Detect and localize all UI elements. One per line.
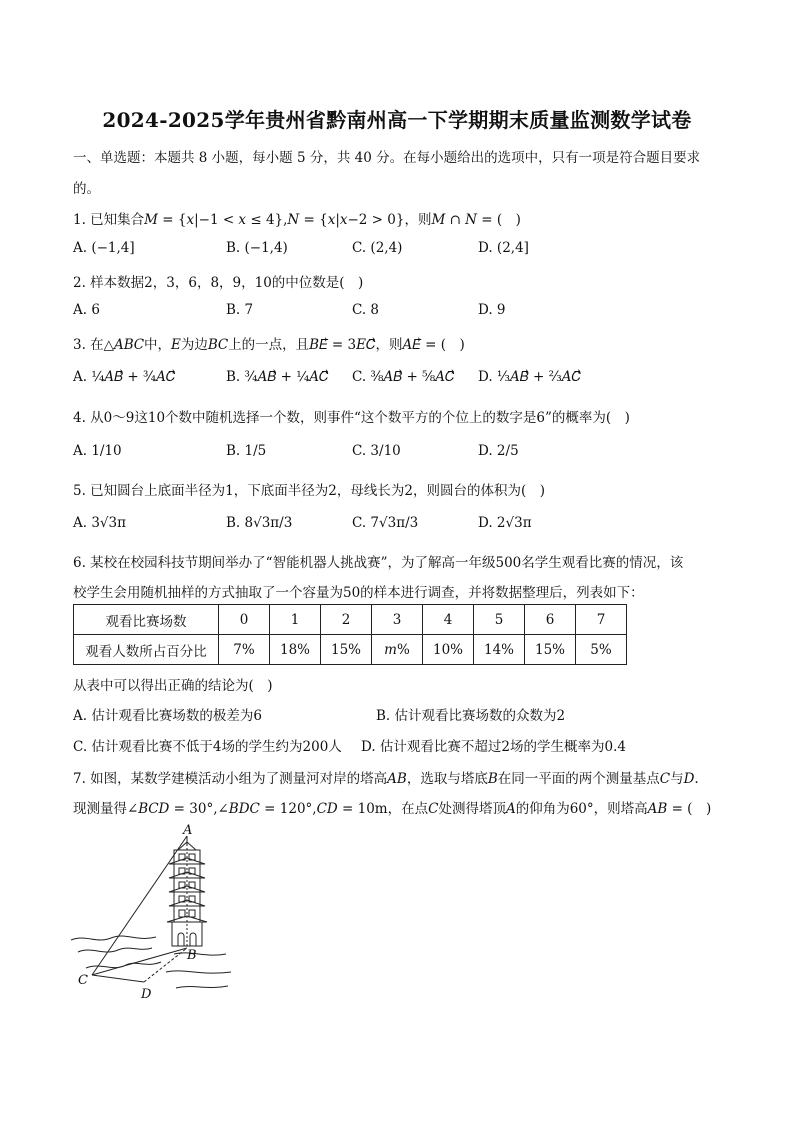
table-cell: 7% (219, 635, 270, 665)
table-row-header: 观看人数所占百分比 (74, 635, 219, 665)
question-7-stem-line2: 现测量得∠𝐵𝐶𝐷 = 30°,∠𝐵𝐷𝐶 = 120°,𝐶𝐷 = 10m，在点𝐶处测得塔顶𝐴的仰角为60°，则塔高𝐴𝐵 = ( ) (73, 801, 712, 817)
question-6-option-d: D. 估计观看比赛不超过2场的学生概率为0.4 (361, 739, 626, 755)
label-a: A (183, 823, 193, 838)
table-row (74, 605, 627, 635)
question-1-option-b: B. (−1,4) (226, 240, 288, 256)
question-2-option-c: C. 8 (352, 302, 380, 318)
table-cell: 3 (372, 605, 423, 635)
question-3-option-c: C. ⅜𝐴𝐵⃗ + ⅝𝐴𝐶⃗ (352, 369, 455, 385)
question-6-stem-line1: 6. 某校在校园科技节期间举办了“智能机器人挑战赛”，为了解高一年级500名学生观看比赛的情况，该 (73, 555, 684, 571)
question-2-option-d: D. 9 (478, 302, 506, 318)
question-5-option-d: D. 2√3π (478, 515, 532, 531)
question-7-stem-line1: 7. 如图，某数学建模活动小组为了测量河对岸的塔高𝐴𝐵，选取与塔底𝐵在同一平面的两个测量基点𝐶与𝐷. (73, 771, 699, 787)
table-cell: 4 (423, 605, 474, 635)
table-cell: 15% (321, 635, 372, 665)
table-cell: 0 (219, 605, 270, 635)
table-cell: 18% (270, 635, 321, 665)
table-cell: 5 (474, 605, 525, 635)
table-cell: 15% (525, 635, 576, 665)
river-line-icon (78, 948, 152, 952)
section-header-line2: 的。 (73, 181, 100, 197)
label-d: D (141, 987, 152, 1002)
question-6-option-b: B. 估计观看比赛场数的众数为2 (376, 708, 566, 724)
table-cell: 14% (474, 635, 525, 665)
question-6-stem-line2: 校学生会用随机抽样的方式抽取了一个容量为50的样本进行调查，并将数据整理后，列表如下： (73, 585, 644, 601)
question-1-stem: 1. 已知集合𝑀 = {𝑥|−1 < 𝑥 ≤ 4},𝑁 = {𝑥|𝑥−2 > 0}，则𝑀 ∩ 𝑁 = ( ) (73, 212, 521, 228)
river-line-icon (174, 953, 226, 955)
base-line-cd (92, 975, 144, 982)
table-cell: 5% (576, 635, 627, 665)
question-5-option-c: C. 7√3π/3 (352, 515, 419, 531)
river-line-icon (176, 986, 228, 988)
question-4-stem: 4. 从0～9这10个数中随机选择一个数，则事件“这个数平方的个位上的数字是6”的概率为( ) (73, 410, 630, 426)
question-4-option-d: D. 2/5 (478, 443, 519, 459)
question-4-option-b: B. 1/5 (226, 443, 267, 459)
question-3-option-b: B. ¾𝐴𝐵⃗ + ¼𝐴𝐶⃗ (226, 369, 329, 385)
pagoda-figure (66, 822, 236, 1002)
section-header-line1: 一、单选题：本题共 8 小题，每小题 5 分，共 40 分。在每小题给出的选项中，只有一项是符合题目要求 (73, 150, 701, 166)
river-line-icon (71, 936, 156, 940)
question-6-option-a: A. 估计观看比赛场数的极差为6 (73, 708, 262, 724)
base-line-db (144, 948, 187, 982)
question-1-option-a: A. (−1,4] (73, 240, 135, 256)
table-row-header: 观看比赛场数 (74, 605, 219, 635)
stats-table (73, 604, 627, 665)
question-6-prompt: 从表中可以得出正确的结论为( ) (73, 678, 273, 694)
question-5-option-b: B. 8√3π/3 (226, 515, 293, 531)
question-6-option-c: C. 估计观看比赛不低于4场的学生约为200人 (73, 739, 342, 755)
question-3-option-d: D. ⅓𝐴𝐵⃗ + ⅔𝐴𝐶⃗ (478, 369, 582, 385)
table-cell: 10% (423, 635, 474, 665)
question-2-stem: 2. 样本数据2，3，6，8，9，10的中位数是( ) (73, 275, 364, 291)
table-cell: 7 (576, 605, 627, 635)
question-1-option-d: D. (2,4] (478, 240, 529, 256)
table-cell: 2 (321, 605, 372, 635)
question-1-option-c: C. (2,4) (352, 240, 403, 256)
question-3-option-a: A. ¼𝐴𝐵⃗ + ¾𝐴𝐶⃗ (73, 369, 176, 385)
table-cell: 1 (270, 605, 321, 635)
question-5-stem: 5. 已知圆台上底面半径为1，下底面半径为2，母线长为2，则圆台的体积为( ) (73, 483, 545, 499)
label-b: B (187, 948, 197, 963)
question-2-option-a: A. 6 (73, 302, 100, 318)
table-cell: 6 (525, 605, 576, 635)
question-2-option-b: B. 7 (226, 302, 254, 318)
table-row (74, 635, 627, 665)
question-5-option-a: A. 3√3π (73, 515, 126, 531)
label-c: C (78, 973, 88, 988)
river-line-icon (166, 971, 231, 973)
question-4-option-c: C. 3/10 (352, 443, 401, 459)
table-cell: 𝑚% (372, 635, 423, 665)
question-3-stem: 3. 在△𝐴𝐵𝐶中，𝐸为边𝐵𝐶上的一点，且𝐵𝐸⃗ = 3𝐸𝐶⃗，则𝐴𝐸⃗ = ( ) (73, 337, 465, 353)
question-4-option-a: A. 1/10 (73, 443, 122, 459)
exam-title: 2024-2025学年贵州省黔南州高一下学期期末质量监测数学试卷 (102, 108, 692, 132)
